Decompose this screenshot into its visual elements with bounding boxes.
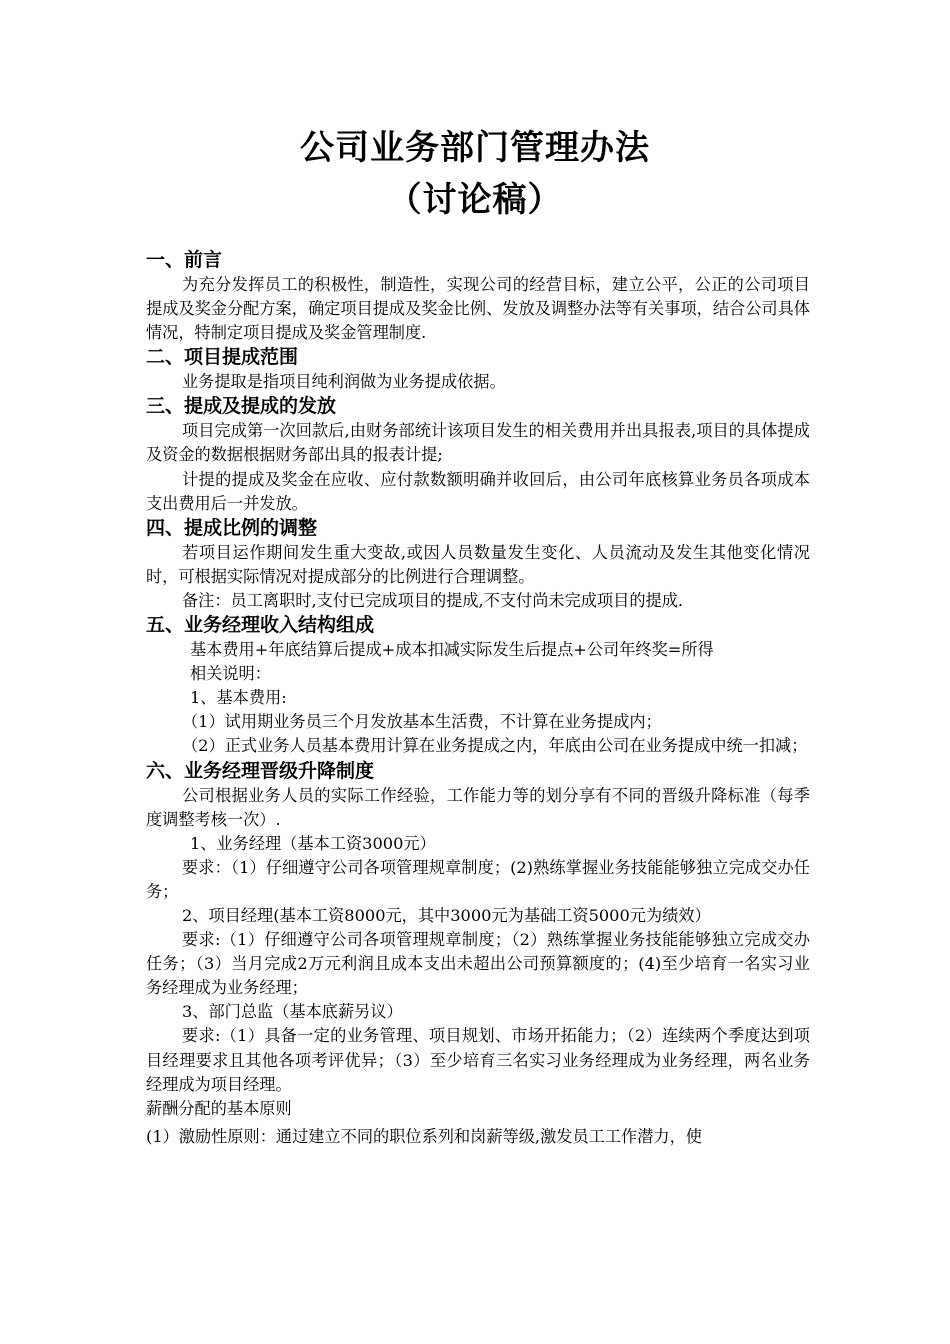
- paragraph: 计提的提成及奖金在应收、应付款数额明确并收回后，由公司年底核算业务员各项成本支出费用后一并发放。: [146, 469, 810, 513]
- paragraph: 要求：（1）仔细遵守公司各项管理规章制度；(2)熟练掌握业务技能能够独立完成交办任务；: [146, 857, 810, 901]
- paragraph: 1、基本费用:: [190, 688, 287, 708]
- paragraph: 业务提取是指项目纯利润做为业务提成依据。: [182, 372, 506, 392]
- section-heading-payout: 三、提成及提成的发放: [146, 395, 337, 418]
- paragraph: 公司根据业务人员的实际工作经验，工作能力等的划分享有不同的晋级升降标准（每季度调整考核一次）.: [146, 785, 810, 829]
- section-heading-scope: 二、项目提成范围: [146, 346, 299, 369]
- paragraph: 要求:（1）具备一定的业务管理、项目规划、市场开拓能力；（2）连续两个季度达到项目经理要求且其他各项考评优异；（3）至少培育三名实习业务经理成为业务经理，两名业务经理成为项目经理。: [146, 1026, 810, 1094]
- paragraph: 相关说明：: [190, 664, 271, 684]
- paragraph: （1）试用期业务员三个月发放基本生活费，不计算在业务提成内；: [182, 712, 662, 732]
- document-subtitle: （讨论稿）: [387, 180, 563, 220]
- paragraph: 若项目运作期间发生重大变故,或因人员数量发生变化、人员流动及发生其他变化情况时，可根据实际情况对提成部分的比例进行合理调整。: [146, 542, 810, 586]
- section-heading-ratio-adjustment: 四、提成比例的调整: [146, 516, 318, 539]
- paragraph: 项目完成第一次回款后,由财务部统计该项目发生的相关费用并出具报表,项目的具体提成及资金的数据根据财务部出具的报表计提;: [146, 421, 810, 465]
- section-heading-income-structure: 五、业务经理收入结构组成: [146, 614, 375, 637]
- paragraph: 要求:（1）仔细遵守公司各项管理规章制度；（2）熟练掌握业务技能能够独立完成交办任务；（3）当月完成2万元利润且成本支出未超出公司预算额度的；(4)至少培育一名实习业务经理成为业务经理；: [146, 930, 810, 998]
- paragraph: (1）激励性原则：通过建立不同的职位系列和岗薪等级,激发员工工作潜力，使: [146, 1126, 702, 1146]
- paragraph: 1、业务经理（基本工资3000元）: [190, 833, 436, 853]
- paragraph: （2）正式业务人员基本费用计算在业务提成之内，年底由公司在业务提成中统一扣减；: [182, 736, 808, 756]
- section-heading-promotion: 六、业务经理晋级升降制度: [146, 759, 375, 782]
- paragraph: 3、部门总监（基本底薪另议）: [182, 1002, 403, 1022]
- paragraph: 基本费用+年底结算后提成+成本扣减实际发生后提点+公司年终奖=所得: [190, 640, 714, 660]
- document-body: [146, 248, 810, 1149]
- document-title: 公司业务部门管理办法: [300, 128, 650, 168]
- paragraph: 薪酬分配的基本原则: [146, 1098, 292, 1118]
- section-heading-preface: 一、前言: [146, 249, 223, 271]
- paragraph: 2、项目经理(基本工资8000元，其中3000元为基础工资5000元为绩效）: [182, 905, 711, 925]
- note-paragraph: 备注：员工离职时,支付已完成项目的提成,不支付尚未完成项目的提成.: [182, 590, 684, 610]
- paragraph: 为充分发挥员工的积极性，制造性，实现公司的经营目标，建立公平，公正的公司项目提成及奖金分配方案，确定项目提成及奖金比例、发放及调整办法等有关事项，结合公司具体情况，特制定项目提成及奖金管理制度.: [146, 275, 810, 343]
